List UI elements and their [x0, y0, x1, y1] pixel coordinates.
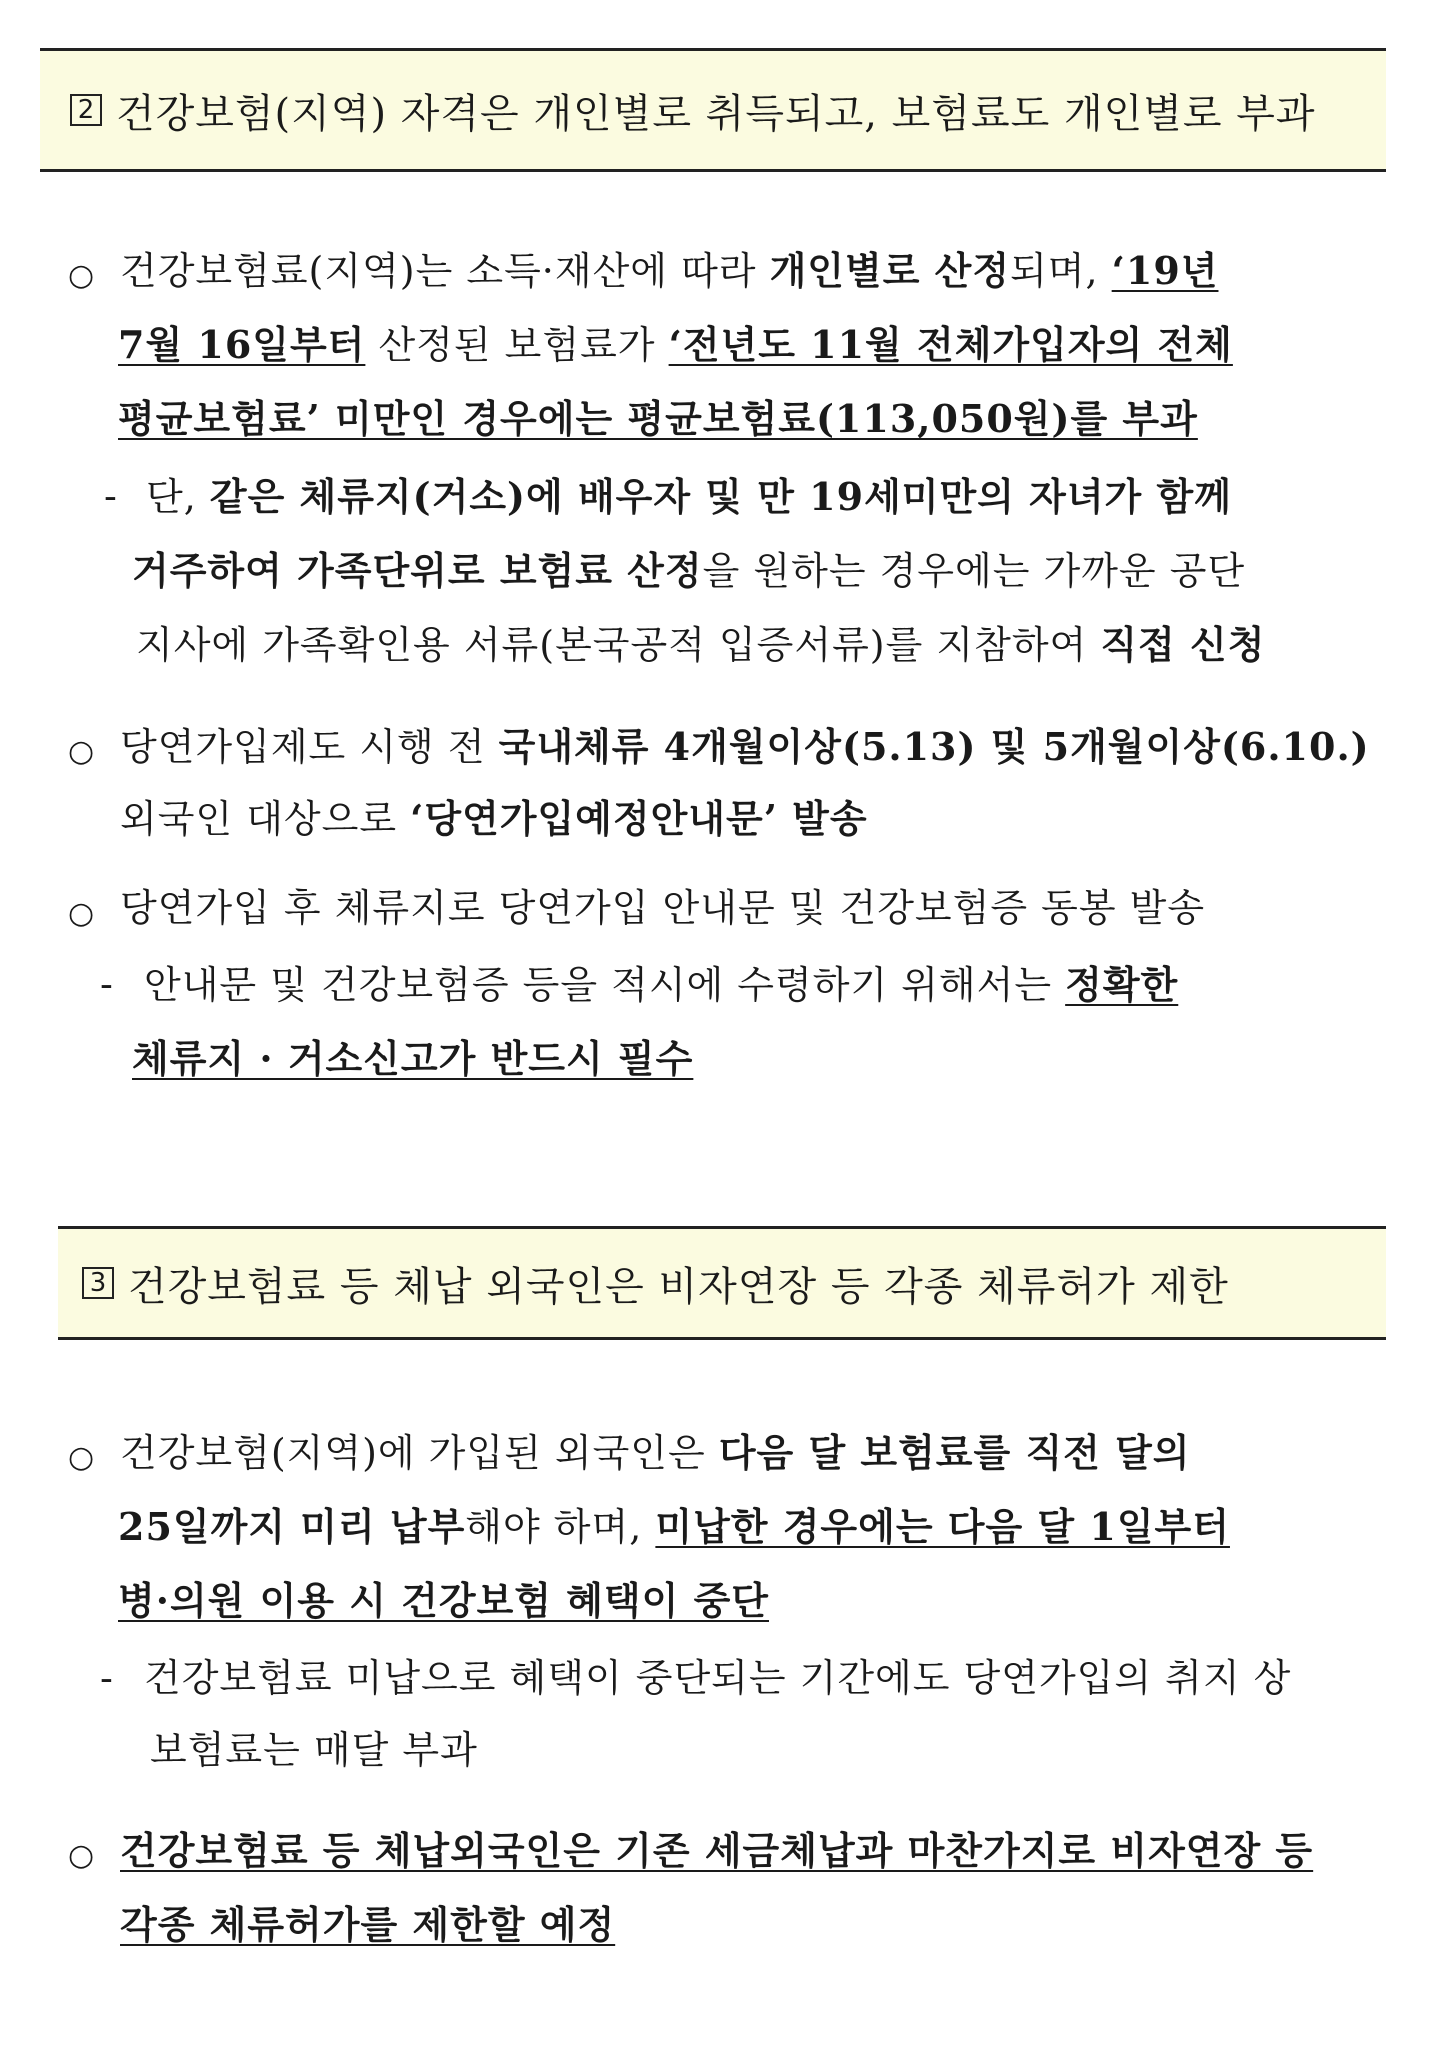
s2-bullet1-line3: 평균보험료’ 미만인 경우에는 평균보험료(113,050원)를 부과: [118, 396, 1198, 441]
bullet-marker: ○: [68, 1838, 95, 1873]
s2-bullet1-line2: [118, 322, 1233, 369]
s3-bullet1-line2: [118, 1504, 1230, 1551]
bold-text: 거주하여 가족단위로 보험료 산정: [132, 548, 703, 593]
text: 안내문 및 건강보험증 등을 적시에 수령하기 위해서는: [144, 963, 1066, 1007]
underlined-text: 정확한: [1065, 962, 1179, 1007]
bold-text: 같은 체류지(거소)에 배우자 및 만 19세미만의 자녀가 함께: [209, 474, 1232, 519]
underlined-text: 7월 16일부터: [118, 322, 366, 367]
text: 산정된 보험료가: [365, 323, 669, 367]
section-2-title: 건강보험(지역) 자격은 개인별로 취득되고, 보험료도 개인별로 부과: [116, 90, 1316, 137]
s2-dash2-line1: [144, 962, 1178, 1009]
underlined-text: ‘19년: [1111, 248, 1219, 293]
dash-marker: -: [104, 474, 117, 518]
s2-bullet2-line2: [120, 796, 868, 843]
s3-bullet1-line3: 병·의원 이용 시 건강보험 혜택이 중단: [118, 1578, 769, 1623]
bullet-marker: ○: [68, 1440, 95, 1475]
text: 을 원하는 경우에는 가까운 공단: [702, 549, 1246, 593]
bold-text: 직접 신청: [1100, 622, 1266, 667]
s2-dash2-line2: 체류지 · 거소신고가 반드시 필수: [132, 1036, 694, 1081]
text: 단,: [146, 475, 210, 519]
text: 외국인 대상으로: [120, 797, 411, 841]
text: 지사에 가족확인용 서류(본국공적 입증서류)를 지참하여: [136, 623, 1101, 667]
s3-dash1-line1: 건강보험료 미납으로 혜택이 중단되는 기간에도 당연가입의 취지 상: [144, 1656, 1292, 1700]
s3-bullet2-line1: 건강보험료 등 체납외국인은 기존 세금체납과 마찬가지로 비자연장 등: [120, 1828, 1314, 1873]
bold-text: 다음 달 보험료를 직전 달의: [718, 1430, 1191, 1475]
bold-text: 국내체류 4개월이상(5.13) 및 5개월이상(6.10.): [498, 724, 1370, 769]
text: 건강보험료(지역)는 소득·재산에 따라: [120, 249, 770, 293]
bold-text: 25일까지 미리 납부: [118, 1504, 466, 1549]
section-3-title: 건강보험료 등 체납 외국인은 비자연장 등 각종 체류허가 제한: [128, 1263, 1229, 1310]
s2-bullet3-line1: 당연가입 후 체류지로 당연가입 안내문 및 건강보험증 동봉 발송: [120, 886, 1206, 930]
bullet-marker: ○: [68, 896, 95, 931]
s3-dash1-line2: 보험료는 매달 부과: [150, 1728, 478, 1772]
text: 당연가입제도 시행 전: [120, 725, 499, 769]
dash-marker: -: [100, 962, 113, 1006]
s2-dash1-line1: [146, 474, 1232, 521]
underlined-text: 미납한 경우에는 다음 달 1일부터: [655, 1504, 1230, 1549]
text: 건강보험(지역)에 가입된 외국인은: [120, 1431, 719, 1475]
s2-dash1-line2: [132, 548, 1245, 595]
text: 해야 하며,: [465, 1505, 656, 1549]
text: 되며,: [1010, 249, 1112, 293]
section-2-header: [40, 48, 1386, 172]
s2-bullet1-line1: [120, 248, 1218, 295]
bold-text: 개인별로 산정: [769, 248, 1011, 293]
s2-bullet2-line1: [120, 724, 1370, 771]
s3-bullet1-line1: [120, 1430, 1191, 1477]
section-3-number: 3: [82, 1267, 114, 1299]
s3-bullet2-line2: 각종 체류허가를 제한할 예정: [120, 1902, 616, 1947]
section-3-header: [58, 1226, 1386, 1340]
underlined-text: ‘전년도 11월 전체가입자의 전체: [668, 322, 1233, 367]
dash-marker: -: [100, 1656, 113, 1700]
bold-text: ‘당연가입예정안내문’ 발송: [410, 796, 868, 841]
s2-dash1-line3: [136, 622, 1265, 669]
bullet-marker: ○: [68, 258, 95, 293]
section-2-number: 2: [70, 94, 102, 126]
bullet-marker: ○: [68, 734, 95, 769]
